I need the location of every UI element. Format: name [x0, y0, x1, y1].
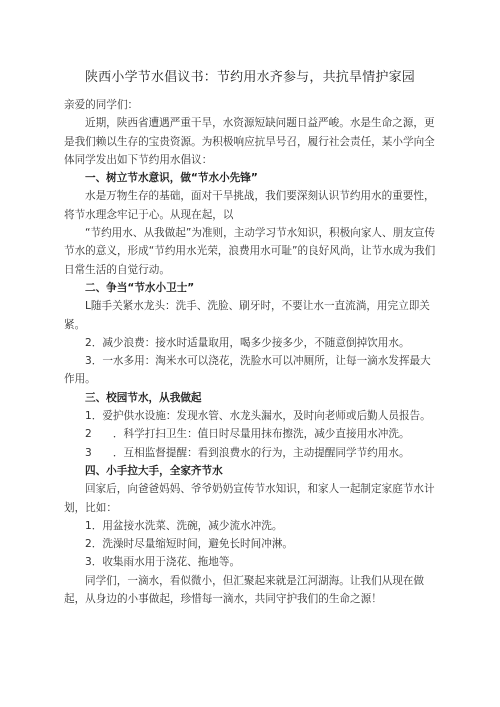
section-4-item: 2．洗澡时尽量缩短时间，避免长时间冲淋。 — [85, 538, 294, 551]
section-2-item: L随手关紧水龙头：洗手、洗脸、刷牙时，不要让水一直流淌，用完立即关紧。 — [64, 300, 430, 331]
section-2-item: 3．一水多用：淘米水可以浇花，洗脸水可以冲厕所，让每一滴水发挥最大作用。 — [64, 355, 431, 386]
section-4-item: 1．用盆接水洗菜、洗碗，减少流水冲洗。 — [85, 519, 283, 532]
section-2-item: 2．减少浪费：接水时适量取用，喝多少接多少，不随意倒掉饮用水。 — [85, 336, 410, 349]
section-3-item: 2 ．科学打扫卫生：值日时尽量用抹布擦洗，减少直接用水冲洗。 — [85, 428, 410, 441]
section-4-heading: 四、小手拉大手，全家齐节水 — [85, 464, 223, 477]
section-4-paragraph: 回家后，向爸爸妈妈、爷爷奶奶宣传节水知识，和家人一起制定家庭节水计划，比如： — [64, 483, 435, 514]
section-3-item: 1．爱护供水设施：发现水管、水龙头漏水，及时向老师或后勤人员报告。 — [85, 410, 431, 423]
section-3-item: 3 ．互相监督提醒：看到浪费水的行为，主动提醒同学节约用水。 — [85, 446, 410, 459]
section-1-paragraph: “节约用水、从我做起”为准则，主动学习节水知识，积极向家人、朋友宣传节水的意义，形成“节约用水光荣，浪费用水可耻”的良好风尚，让节水成为我们日常生活的自觉行动。 — [64, 227, 436, 276]
section-1-heading: 一、树立节水意识，做“节水小先锋” — [85, 172, 258, 185]
section-1-paragraph: 水是万物生存的基础，面对干旱挑战，我们要深刻认识节约用水的重要性，将节水理念牢记于心。从现在起，以 — [64, 190, 435, 221]
intro-paragraph: 近期，陕西省遭遇严重干旱，水资源短缺问题日益严峻。水是生命之源，更是我们赖以生存的宝贵资源。为积极响应抗旱号召，履行社会责任，某小学向全体同学发出如下节约用水倡议： — [64, 117, 435, 166]
salutation: 亲爱的同学们： — [64, 99, 139, 111]
closing-paragraph: 同学们，一滴水，看似微小，但汇聚起来就是江河湖海。让我们从现在做起，从身边的小事做起，珍惜每一滴水，共同守护我们的生命之源！ — [64, 574, 424, 606]
document-title: 陕西小学节水倡议书：节约用水齐参与，共抗旱情护家园 — [84, 70, 415, 85]
section-3-heading: 三、校园节水，从我做起 — [85, 391, 202, 404]
section-4-item: 3．收集雨水用于浇花、拖地等。 — [85, 556, 241, 569]
document-body — [64, 96, 440, 608]
section-2-heading: 二、争当“节水小卫士” — [85, 281, 195, 294]
